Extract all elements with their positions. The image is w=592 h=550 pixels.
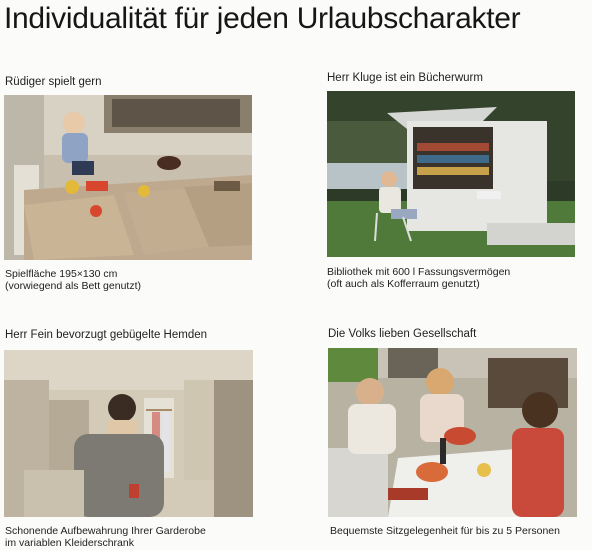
- photo-company: [328, 348, 577, 517]
- page-title: Individualität für jeden Urlaubscharakter: [4, 2, 521, 35]
- caption-line: (oft auch als Kofferraum genutzt): [327, 278, 480, 290]
- heading-fein: Herr Fein bevorzugt gebügelte Hemden: [5, 329, 208, 341]
- heading-volks: Die Volks lieben Gesellschaft: [328, 328, 477, 340]
- caption-line: (vorwiegend als Bett genutzt): [5, 280, 141, 292]
- photo-play-area: [4, 95, 252, 260]
- photo-wardrobe: [4, 350, 253, 517]
- caption-line: Schonende Aufbewahrung Ihrer Garderobe: [5, 525, 206, 537]
- heading-ruediger: Rüdiger spielt gern: [5, 76, 102, 88]
- caption-wardrobe: [5, 525, 206, 549]
- caption-line: Bibliothek mit 600 l Fassungsvermögen: [327, 266, 511, 278]
- caption-play-area: [5, 268, 141, 292]
- heading-kluge: Herr Kluge ist ein Bücherwurm: [327, 72, 483, 84]
- caption-company: [330, 525, 560, 537]
- caption-library: [327, 266, 510, 290]
- caption-line: Spielfläche 195×130 cm: [5, 268, 118, 280]
- caption-line: Bequemste Sitzgelegenheit für bis zu 5 Personen: [330, 525, 560, 537]
- caption-line: im variablen Kleiderschrank: [5, 537, 134, 549]
- photo-library: [327, 91, 575, 257]
